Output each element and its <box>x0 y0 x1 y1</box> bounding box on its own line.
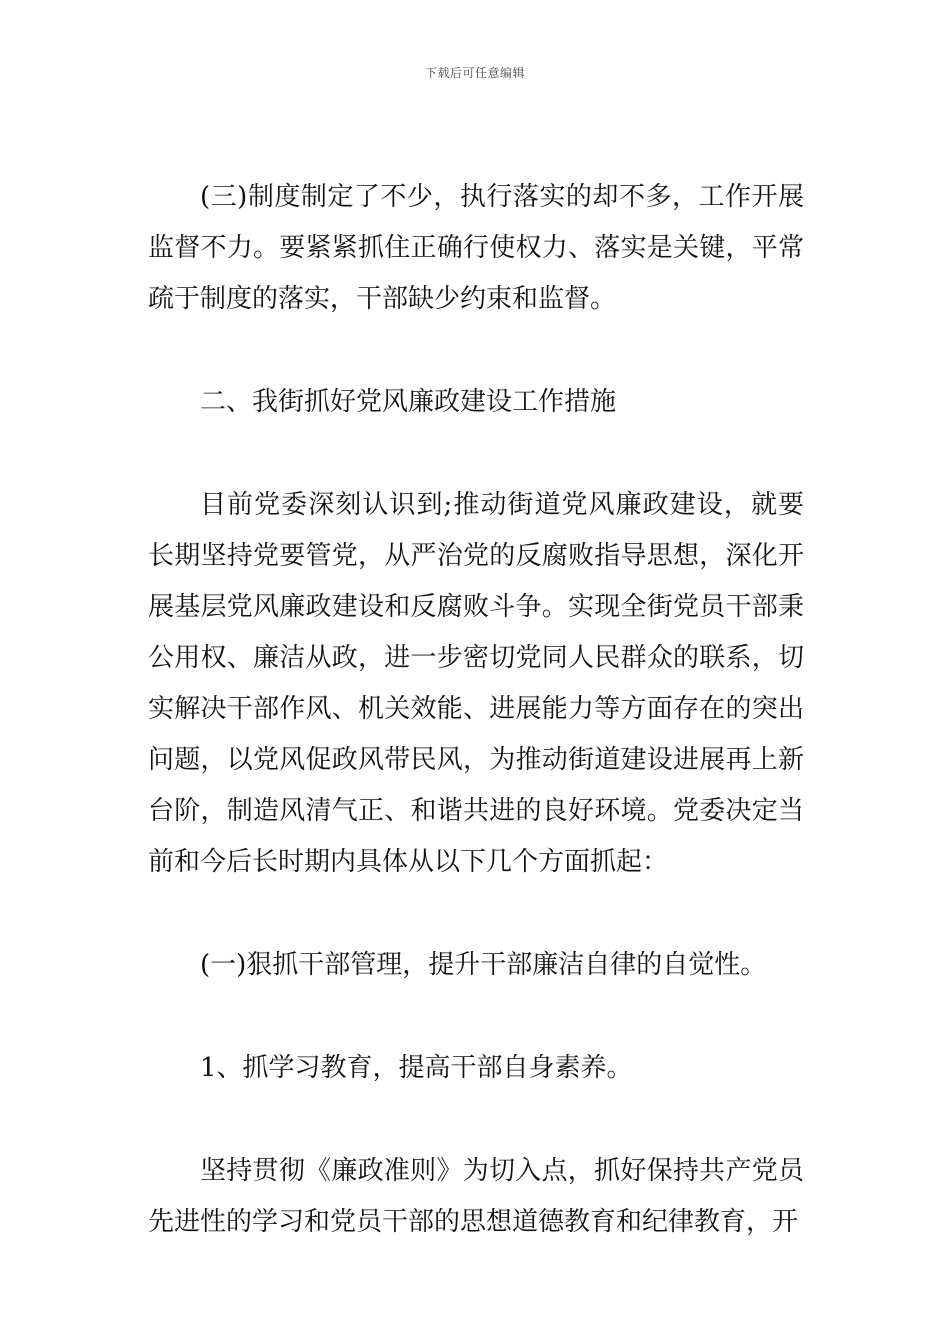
subheading-cadre-management: (一)狠抓干部管理，提升干部廉洁自律的自觉性。 <box>200 950 767 980</box>
paragraph-spacer <box>148 1094 804 1146</box>
paragraph-institution-supervision: (三)制度制定了不少，执行落实的却不多，工作开展监督不力。要紧紧抓住正确行使权力、落实是关键，平常疏于制度的落实，干部缺少约束和监督。 <box>148 182 804 314</box>
paragraph-party-committee-plan: 目前党委深刻认识到;推动街道党风廉政建设，就要长期坚持党要管党，从严治党的反腐败指导思想，深化开展基层党风廉政建设和反腐败斗争。实现全街党员干部秉公用权、廉洁从政，进一步密切党同人民群众的联系，切实解决干部作风、机关效能、进展能力等方面存在的突出问题，以党风促政风带民风，为推动街道建设进展再上新台阶，制造风清气正、和谐共进的良好环境。党委决定当前和今后长时期内具体从以下几个方面抓起： <box>148 490 804 877</box>
subheading-study-education: 1、抓学习教育，提高干部自身素养。 <box>200 1053 633 1083</box>
section-heading-measures: 二、我街抓好党风廉政建设工作措施 <box>200 387 617 417</box>
paragraph-spacer <box>148 428 804 480</box>
paragraph-integrity-guidelines: 坚持贯彻《廉政准则》为切入点，抓好保持共产党员先进性的学习和党员干部的思想道德教育和纪律教育，开 <box>148 1156 804 1237</box>
paragraph-spacer <box>148 991 804 1043</box>
document-body <box>148 172 804 1248</box>
header-note: 下载后可任意编辑 <box>424 66 525 80</box>
paragraph-spacer <box>148 325 804 377</box>
paragraph-spacer <box>148 888 804 940</box>
